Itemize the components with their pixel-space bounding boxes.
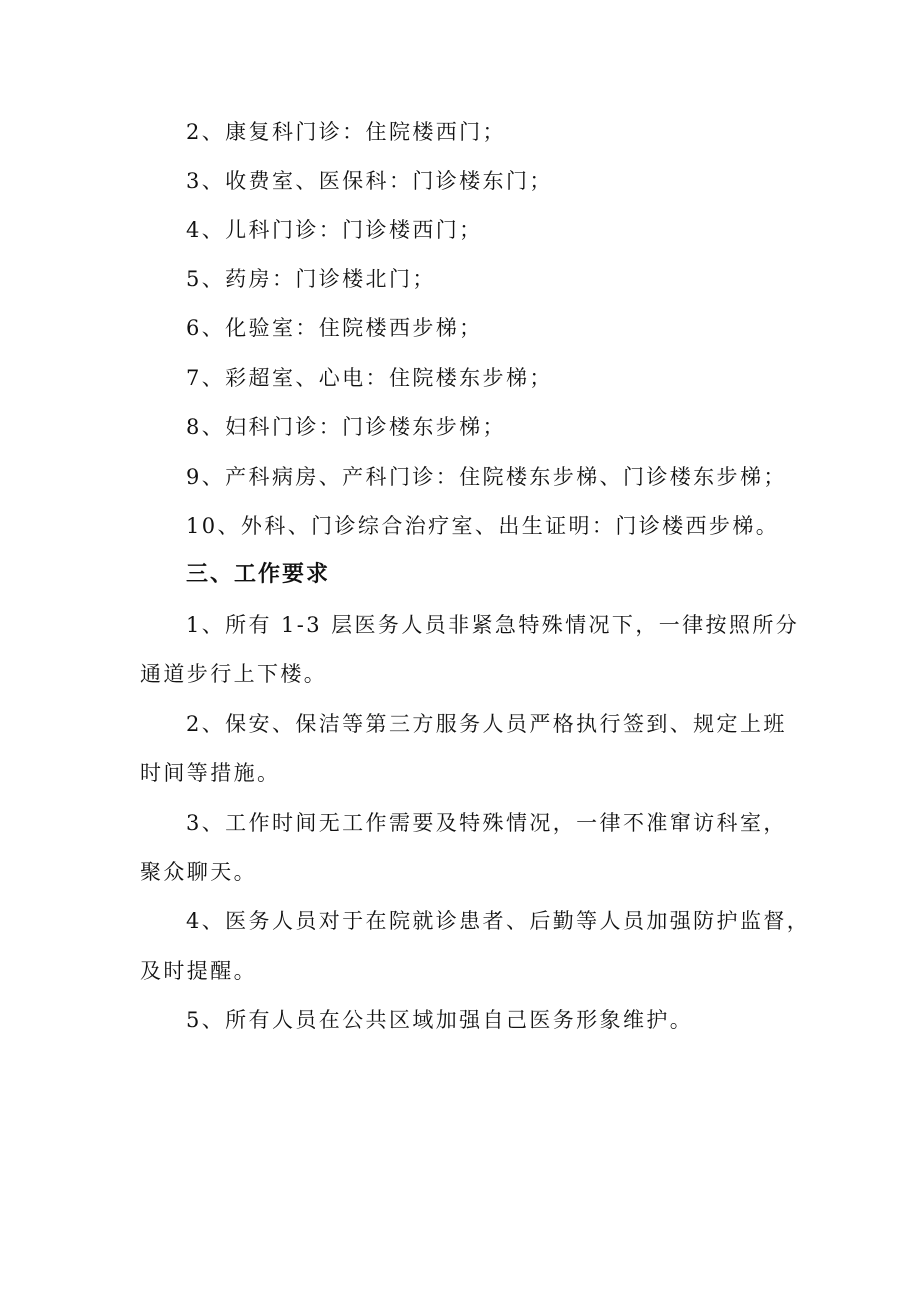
- requirement-line-continuation: 时间等措施。: [140, 761, 281, 785]
- requirement-line-continuation: 通道步行上下楼。: [140, 662, 328, 686]
- route-item: 2、康复科门诊：住院楼西门；: [186, 120, 506, 144]
- route-item: 4、儿科门诊：门诊楼西门；: [186, 218, 483, 242]
- route-item: 5、药房：门诊楼北门；: [186, 267, 436, 291]
- requirement-line: 3、工作时间无工作需要及特殊情况，一律不准窜访科室，: [186, 811, 787, 835]
- section-heading: 三、工作要求: [186, 562, 331, 587]
- requirement-line-continuation: 及时提醒。: [140, 959, 257, 983]
- route-item: 8、妇科门诊：门诊楼东步梯；: [186, 415, 506, 439]
- route-item: 10、外科、门诊综合治疗室、出生证明：门诊楼西步梯。: [186, 514, 780, 538]
- route-item: 3、收费室、医保科：门诊楼东门；: [186, 169, 553, 193]
- requirement-line: 2、保安、保洁等第三方服务人员严格执行签到、规定上班: [186, 712, 787, 736]
- requirement-line-continuation: 聚众聊天。: [140, 860, 257, 884]
- route-item: 9、产科病房、产科门诊：住院楼东步梯、门诊楼东步梯；: [186, 465, 787, 489]
- requirement-line: 5、所有人员在公共区域加强自己医务形象维护。: [186, 1008, 694, 1032]
- requirement-line: 4、医务人员对于在院就诊患者、后勤等人员加强防护监督，: [186, 909, 811, 933]
- requirement-line: 1、所有 1-3 层医务人员非紧急特殊情况下，一律按照所分: [186, 613, 800, 637]
- route-item: 6、化验室：住院楼西步梯；: [186, 316, 483, 340]
- route-item: 7、彩超室、心电：住院楼东步梯；: [186, 366, 553, 390]
